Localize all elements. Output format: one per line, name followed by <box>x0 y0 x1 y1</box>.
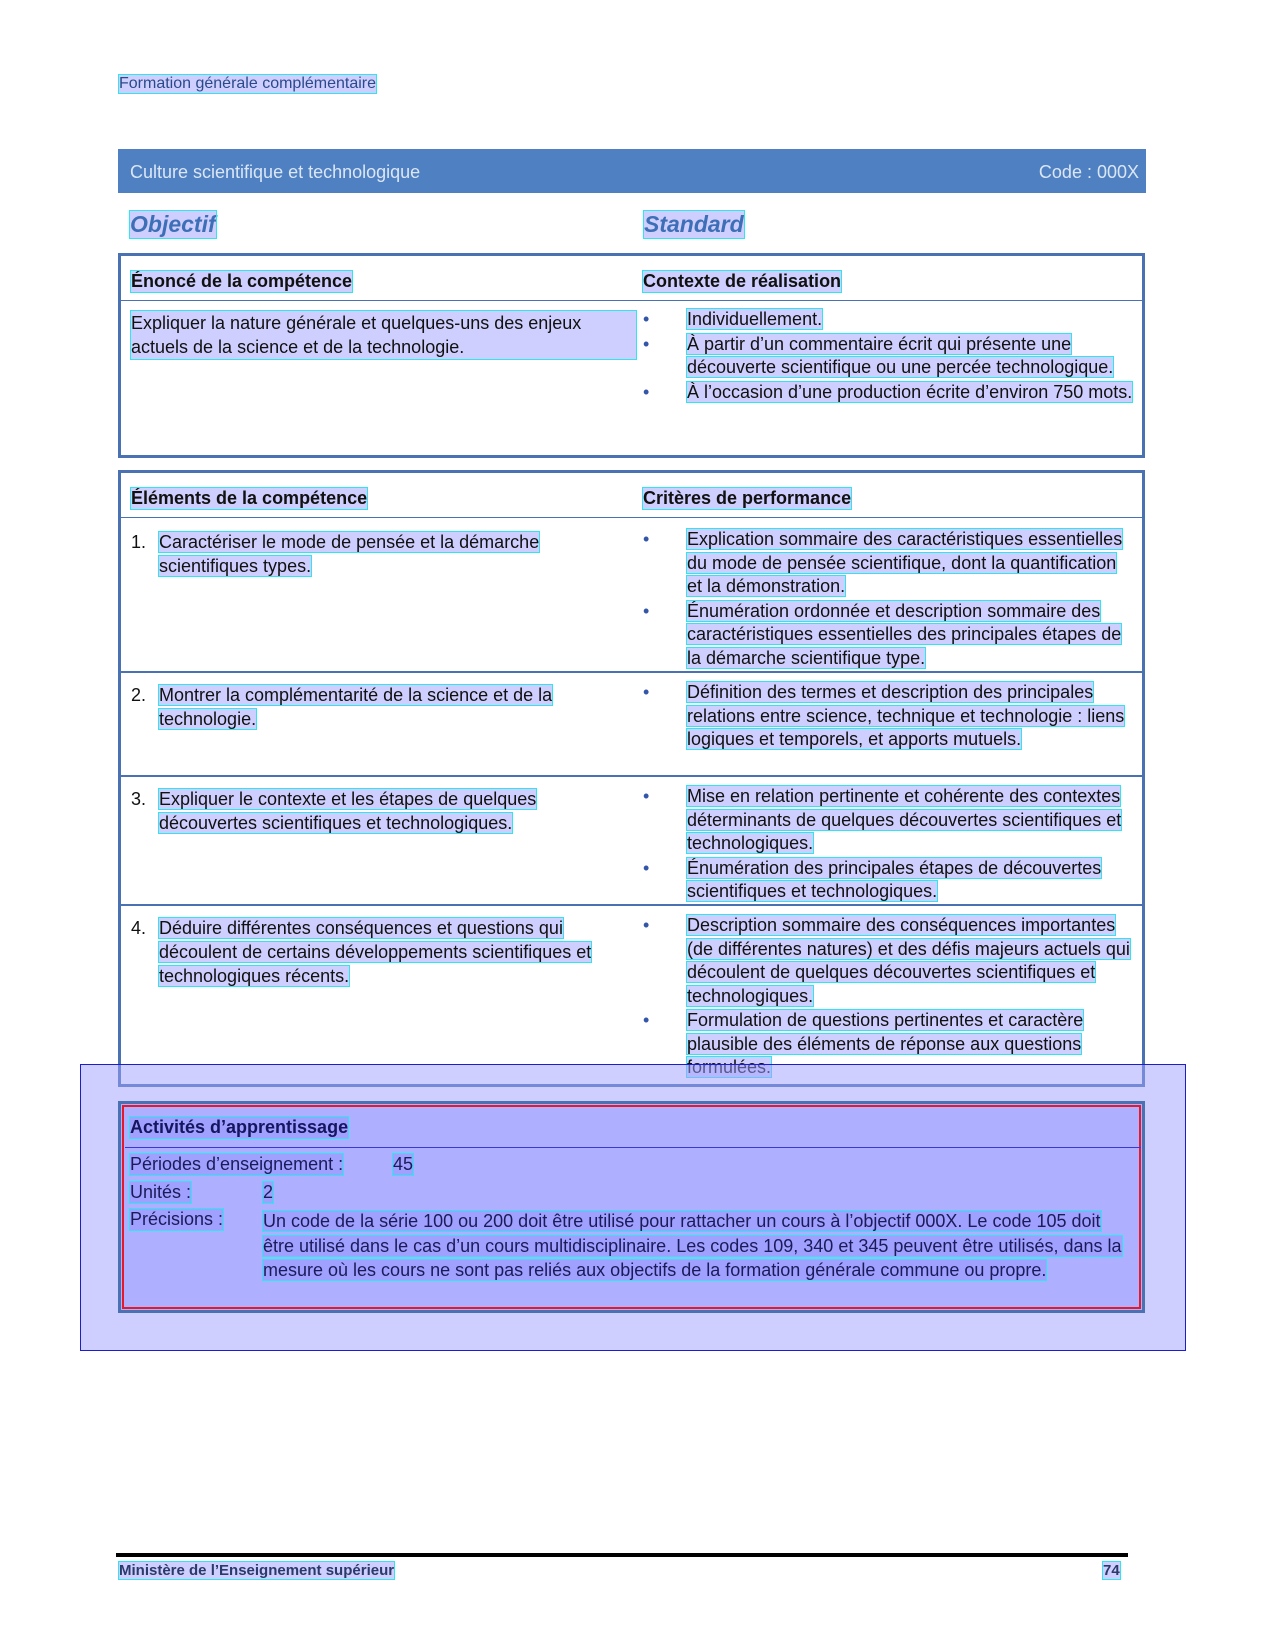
bullet-icon: • <box>643 915 650 935</box>
units-value: 2 <box>263 1182 274 1202</box>
competence-table <box>118 253 1145 458</box>
activities-divider <box>125 1147 1141 1148</box>
precisions-text: Un code de la série 100 ou 200 doit être utilisé pour rattacher un cours à l’objectif 000X. Le code 105 doit être utilisé dans le cas d’un cours multidisciplinaire. Les codes 109, 340 et 345 peuvent être utilisés, dans la mesure où les cours ne sont pas reliés aux objectifs de la formation générale commune ou propre. <box>263 1211 1122 1280</box>
objectif-heading: Objectif <box>130 211 216 237</box>
list-item: • Énumération ordonnée et description sommaire des caractéristiques essentielles des principales étapes de la démarche scientifique type. <box>643 600 1122 668</box>
list-item: • Formulation de questions pertinentes et caractère plausible des éléments de réponse aux questions <box>643 1009 1133 1080</box>
bullet-icon: • <box>643 309 650 329</box>
context-list <box>643 308 1133 405</box>
criteria-list-2 <box>643 681 1133 753</box>
element-row-4: 4. Déduire différentes conséquences et questions qui découlent de certains développements scientifiques et technologiques récents. <box>131 918 592 986</box>
bullet-icon: • <box>643 529 650 549</box>
bullet-icon: • <box>643 1010 650 1030</box>
list-item: • Énumération des principales étapes de découvertes scientifiques et technologiques. <box>643 857 1102 901</box>
criteria-header: Critères de performance <box>643 488 852 508</box>
elements-header: Éléments de la compétence <box>131 488 368 508</box>
competence-statement: Expliquer la nature générale et quelques-uns des enjeux actuels de la science et de la technologie. <box>131 311 636 359</box>
list-item: • Description sommaire des conséquences importantes (de différentes natures) et des défis majeurs actuels qui découlent de quelques découvertes scientifiques et technologiques. <box>643 915 1130 1006</box>
list-item: • Individuellement. <box>643 308 1133 332</box>
criteria-list-4 <box>643 914 1133 1081</box>
element-row-1: 1. Caractériser le mode de pensée et la démarche scientifiques types. <box>131 532 540 576</box>
list-item: • Explication sommaire des caractéristiques essentielles du mode de pensée scientifique, dont la quantification et la démonstration. <box>643 529 1123 596</box>
periods-label: Périodes d’enseignement : <box>130 1154 344 1174</box>
competence-statement-header: Énoncé de la compétence <box>131 271 353 291</box>
list-item: • Définition des termes et description des principales relations entre science, technique et technologie : liens logiques et temporels, et apports mutuels. <box>643 682 1125 749</box>
bullet-icon: • <box>643 333 650 354</box>
list-item: • À l’occasion d’une production écrite d’environ 750 mots. <box>643 381 1133 405</box>
list-item: • À partir d’un commentaire écrit qui présente une découverte scientifique ou une percée technologique. <box>643 333 1114 377</box>
bullet-icon: • <box>643 682 650 702</box>
periods-value: 45 <box>393 1154 414 1174</box>
precisions-label: Précisions : <box>130 1209 224 1229</box>
activities-title: Activités d’apprentissage <box>130 1117 349 1137</box>
bullet-icon: • <box>643 786 650 806</box>
list-item: • Mise en relation pertinente et cohérente des contextes déterminants de quelques découvertes scientifiques et technologiques. <box>643 786 1122 853</box>
footer-ministry: Ministère de l’Enseignement supérieur <box>119 1562 395 1579</box>
bullet-icon: • <box>643 600 650 621</box>
footer-rule <box>116 1553 1128 1557</box>
standard-heading: Standard <box>644 211 744 237</box>
element-row-3: 3. Expliquer le contexte et les étapes de quelques découvertes scientifiques et technologiques. <box>131 789 537 833</box>
bullet-icon: • <box>643 381 650 402</box>
units-label: Unités : <box>130 1182 192 1202</box>
bullet-icon: • <box>643 857 650 878</box>
context-header: Contexte de réalisation <box>643 271 842 291</box>
banner-title: Culture scientifique et technologique <box>130 162 421 182</box>
criteria-list-3 <box>643 785 1133 905</box>
criteria-list-1 <box>643 528 1133 671</box>
banner-code: Code : 000X <box>1038 162 1139 182</box>
element-row-2: 2. Montrer la complémentarité de la science et de la technologie. <box>131 685 553 729</box>
running-head: Formation générale complémentaire <box>119 75 377 92</box>
page-number: 74 <box>1103 1562 1120 1579</box>
elements-table <box>118 470 1145 1087</box>
